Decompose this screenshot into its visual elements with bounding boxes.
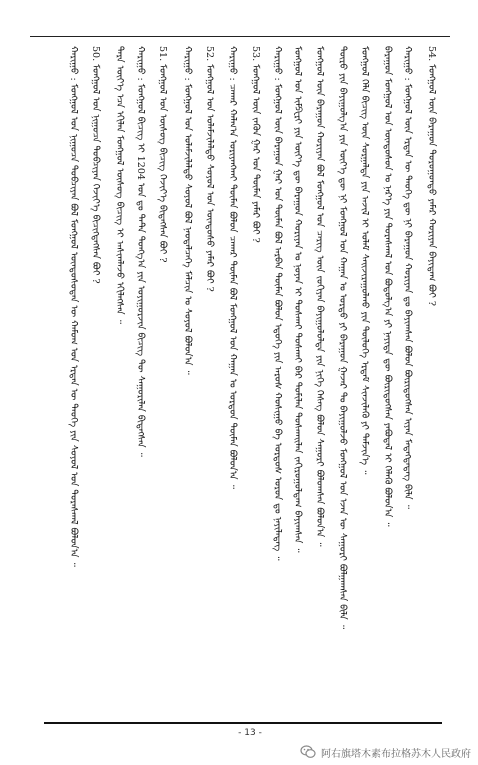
text-column: ᠮᠣᠩᠭᠣᠯ ᠤᠨ ᠢᠮᠫᠸᠷᠢ ᠶᠢᠨ ᠦᠶ᠎ᠡ ᠳᠦ ᠪᠠᠷᠠᠭᠤᠨ ᠬᠤᠷᠢᠶᠠᠨ ᠤ ᠨᠣᠶᠠᠨ ᠢ ᠲᠤᠰᠬᠠᠢ ᠲᠤᠰᠬᠠᠢ ᠪᠠᠷ ᠲᠣᠮᠢᠯᠠᠨ ᠲᠤᠰᠬᠠᠢᠯᠠᠨ ᠵᠠᠬᠢᠷᠤᠭᠤᠯᠳᠠᠭ ᠪᠠᠶᠢᠭᠰᠠᠨ ᠃ [292, 46, 303, 553]
watermark [300, 744, 471, 760]
question-heading: 52. ᠮᠣᠩᠭᠣᠯ ᠤᠨ ᠤᠯᠠᠮᠵᠢᠯᠠᠯᠲᠤ ᠰᠣᠶᠣᠯ ᠤᠨ ᠦᠨᠳᠦᠰᠦ ᠶᠠᠮᠠᠷ ᠪᠣᠢ ? [204, 46, 215, 292]
text-column: ᠬᠠᠷᠢᠭᠤ : ᠮᠣᠩᠭᠣᠯ ᠤᠨ ᠤᠯᠠᠮᠵᠢᠯᠠᠯᠲᠤ ᠰᠣᠶᠣᠯ ᠪᠣᠯ ᠨᠡᠦᠳᠡᠯᠴᠡᠭᠡ ᠮᠠᠯᠴᠢᠨ ᠤ ᠰᠣᠶᠣᠯ ᠪᠣᠯᠤᠨ᠎ᠠ ᠃ [182, 46, 193, 375]
text-column: ᠮᠣᠩᠭᠣᠯ ᠦᠨ ᠪᠠᠷᠠᠭᠤᠨ ᠬᠤᠷᠢᠶᠠᠨ ᠪᠣᠯ ᠮᠣᠩᠭᠣᠯ ᠤᠨ ᠴᠡᠷᠢᠭ ᠦᠨ ᠵᠣᠬᠢᠶᠠᠨ ᠪᠠᠶᠢᠭᠤᠯᠤᠯᠲᠠ ᠶᠢᠨ ᠨᠢᠭᠡ ᠬᠡᠰᠡᠭ ᠪᠣᠯᠤᠨ ᠰᠠᠭᠤᠷᠢ ᠪᠤᠯᠤᠭᠰᠠᠨ ᠪᠣᠯᠤᠨ᠎ᠠ ᠃ [314, 46, 325, 547]
text-column: ᠬᠠᠷᠢᠭᠤ : ᠮᠣᠩᠭᠣᠯ ᠤᠨ ᠨᠢᠭᠤᠴᠠ ᠲᠣᠪᠴᠢᠶᠠᠨ ᠪᠣᠯ ᠮᠣᠩᠭᠣᠯ ᠦᠨᠳᠦᠰᠦᠲᠡᠨ ᠦ ᠬᠠᠮᠤᠭ ᠤᠨ ᠡᠷᠲᠡᠨ ᠦ ᠲᠡᠦᠬᠡ ᠶᠢᠨ ᠰᠣᠶᠣᠯ ᠤᠨ ᠳᠤᠷᠠᠰᠬᠠᠯ ᠪᠣᠯᠤᠨ᠎ᠠ ᠃ [68, 46, 79, 567]
question-heading: 51. ᠮᠣᠩᠭᠣᠯ ᠤᠨ ᠦᠰᠦᠭ ᠪᠢᠴᠢᠭ ᠬᠡᠵᠢᠶ᠎ᠡ ᠪᠢᠳᠡᠭᠰᠡᠨ ᠪᠣᠢ ? [157, 46, 168, 263]
watermark-text: 阿右旗塔木素布拉格苏木人民政府 [321, 748, 471, 760]
text-column: 54. ᠮᠣᠩᠭᠣᠯ ᠦᠨ ᠪᠠᠷᠠᠭᠤᠨ ᠳᠣᠷᠣᠭᠤᠨᠳᠤ ᠶᠠᠮᠠᠷ ᠬᠤᠷᠢᠶᠠᠨ ᠪᠠᠶᠢᠳᠠᠭ ᠪᠤᠢ ? [426, 46, 437, 307]
text-column: ᠲᠥᠷᠦ ᠶᠢᠨ ᠪᠠᠶᠢᠭᠤᠯᠭ᠎ᠠ ᠶᠢᠨ ᠦᠶ᠎ᠡ ᠳᠦ ᠨᠢ ᠮᠣᠩᠭᠣᠯ ᠤᠨ ᠬᠠᠭᠠᠨ ᠤ ᠣᠷᠳᠣ ᠶᠢ ᠪᠠᠷᠠᠭᠤᠨ ᠭᠠᠵᠠᠷ ᠲᠤ ᠪᠠᠶᠢᠭᠤᠯᠵᠤ ᠮᠣᠩᠭᠣᠯ ᠤᠨ ᠡᠵᠡᠨ ᠦ ᠰᠠᠭᠤᠷᠢ ᠪᠣᠯᠭᠠᠭᠰᠠᠨ ᠪᠢᠯᠡ ᠃ [337, 46, 348, 629]
header-rule [30, 36, 450, 37]
question-heading: 53. ᠮᠣᠩᠭᠣᠯ ᠦᠨ ᠵᠡᠭᠦᠨ ᠭᠠᠷ ᠤᠨ ᠲᠦᠮᠡᠨ ᠶᠠᠮᠠᠷ ᠪᠣᠢ ? [250, 46, 261, 243]
text-column: ᠬᠠᠷᠢᠭᠤ : ᠮᠣᠩᠭᠣᠯ ᠦᠨ ᠪᠠᠷᠠᠭᠤᠨ ᠭᠠᠷ ᠤᠨ ᠲᠦᠮᠡᠨ ᠪᠣᠯ ᠠᠷᠪᠠᠨ ᠲᠦᠮᠡᠨ ᠪᠣᠯᠤᠨ ᠡᠳᠦᠭᠡ ᠶᠢᠨ ᠠᠷᠤᠰ ᠬᠣᠰᠢᠭᠤ ᠪᠠ ᠣᠷᠳᠣᠰ ᠣᠷᠣᠨ ᠳᠤ ᠨᠡᠶᠢᠯᠡᠳᠡᠭ ᠃ [272, 46, 283, 561]
footer-rule [44, 722, 442, 724]
question-heading: 50. ᠮᠣᠩᠭᠣᠯ ᠤᠨ ᠨᠢᠭᠤᠴᠠ ᠲᠣᠪᠴᠢᠶᠠᠨ ᠬᠡᠵᠢᠶ᠎ᠡ ᠪᠢᠴᠢᠭᠳᠡᠭᠰᠡᠨ ᠪᠣᠢ ? [90, 46, 101, 284]
wechat-icon [300, 744, 316, 760]
text-column: ᠬᠠᠷᠢᠭᠤ : ᠮᠣᠩᠭᠣᠯ ᠦᠨ ᠡᠷᠲᠡᠨ ᠦ ᠲᠡᠦᠬᠡ ᠳᠦ ᠨᠢ ᠪᠠᠷᠠᠭᠤᠨ ᠬᠤᠷᠢᠶᠠᠨ ᠳᠤ ᠪᠠᠶᠢᠭᠰᠠᠨ ᠪᠣᠯᠤᠨ ᠪᠦᠷᠢᠳᠦᠭᠰᠡᠨ ᠢᠶᠡᠨ ᠮᠡᠳᠡᠭᠳᠡᠳᠡᠭ ᠪᠢᠯᠡ ᠃ [402, 46, 413, 509]
text-column: ᠬᠠᠷᠢᠭᠤ : ᠮᠣᠩᠭᠣᠯ ᠪᠢᠴᠢᠭ ᠢ 1204 ᠣᠨ ᠳᠤ ᠲᠠᠲ᠋ᠠ ᠲᠣᠩᠭ᠎ᠠ ᠶᠢᠨ ᠤᠶᠢᠭᠤᠷᠵᠢᠨ ᠪᠢᠴᠢᠭ ᠲᠦ ᠰᠠᠭᠤᠷᠢᠯᠠᠨ ᠪᠢᠳᠡᠭᠰᠡᠨ ᠃ [135, 46, 146, 457]
text-column: ᠮᠣᠩᠭᠣᠯ ᠬᠡᠯᠡ ᠪᠢᠴᠢᠭ ᠦᠨ ᠰᠤᠷᠭᠠᠯᠲᠠ ᠶᠢᠨ ᠠᠵᠢᠯ ᠢ ᠤᠯᠠᠮ ᠰᠠᠢᠵᠢᠷᠠᠭᠤᠯᠬᠤ ᠶᠢᠨ ᠲᠥᠯᠦᠭᠡ ᠡᠷᠳᠡᠮ ᠰᠢᠨᠵᠢᠯᠡᠬᠦ ᠶᠢ ᠳᠡᠮᠵᠢᠨ᠎ᠡ ᠃ [359, 46, 370, 475]
text-column: ᠪᠠᠷᠠᠭᠤᠨ ᠮᠣᠩᠭᠣᠯ ᠤᠨ ᠦᠨᠳᠦᠰᠦᠨ ᠤ ᠨᠡᠷ᠎ᠡ ᠶᠢᠨ ᠳᠤᠷᠠᠰᠬᠠᠯ ᠤᠨ ᠪᠣᠳᠣᠯᠭ᠎ᠠ ᠶᠢ ᠨᠡᠶᠢᠲᠡ ᠳᠦ ᠪᠦᠷᠢᠳᠦᠭᠰᠡᠨ ᠶᠠᠪᠤᠳᠠᠯ ᠢ ᠬᠡᠯᠡᠬᠦ ᠪᠣᠯᠤᠨ᠎ᠠ ᠃ [382, 46, 393, 527]
text-column: ᠲᠡᠷᠡ ᠦᠶ᠎ᠡ ᠡᠴᠡ ᠡᠬᠢᠯᠡᠨ ᠮᠣᠩᠭᠣᠯ ᠦᠰᠦᠭ ᠪᠢᠴᠢᠭ ᠢ ᠠᠰᠢᠭᠯᠠᠵᠤ ᠡᠬᠢᠯᠡᠭᠰᠡᠨ ᠃ [114, 46, 125, 324]
page-number: - 13 - [238, 728, 262, 738]
text-column: ᠬᠠᠷᠢᠭᠤ : ᠴᠠᠬᠠᠷ ᠬᠠᠯᠬ᠎ᠠ ᠤᠷᠢᠶᠠᠩᠬᠠᠢ ᠲᠦᠮᠡᠨ ᠪᠣᠯᠤᠨ ᠴᠠᠬᠠᠷ ᠲᠦᠮᠡᠨ ᠪᠣᠯ ᠮᠣᠩᠭᠣᠯ ᠤᠨ ᠬᠠᠭᠠᠨ ᠤ ᠣᠷᠳᠣᠨ ᠲᠦᠮᠡᠨ ᠪᠣᠯᠤᠨ᠎ᠠ ᠃ [227, 46, 238, 489]
